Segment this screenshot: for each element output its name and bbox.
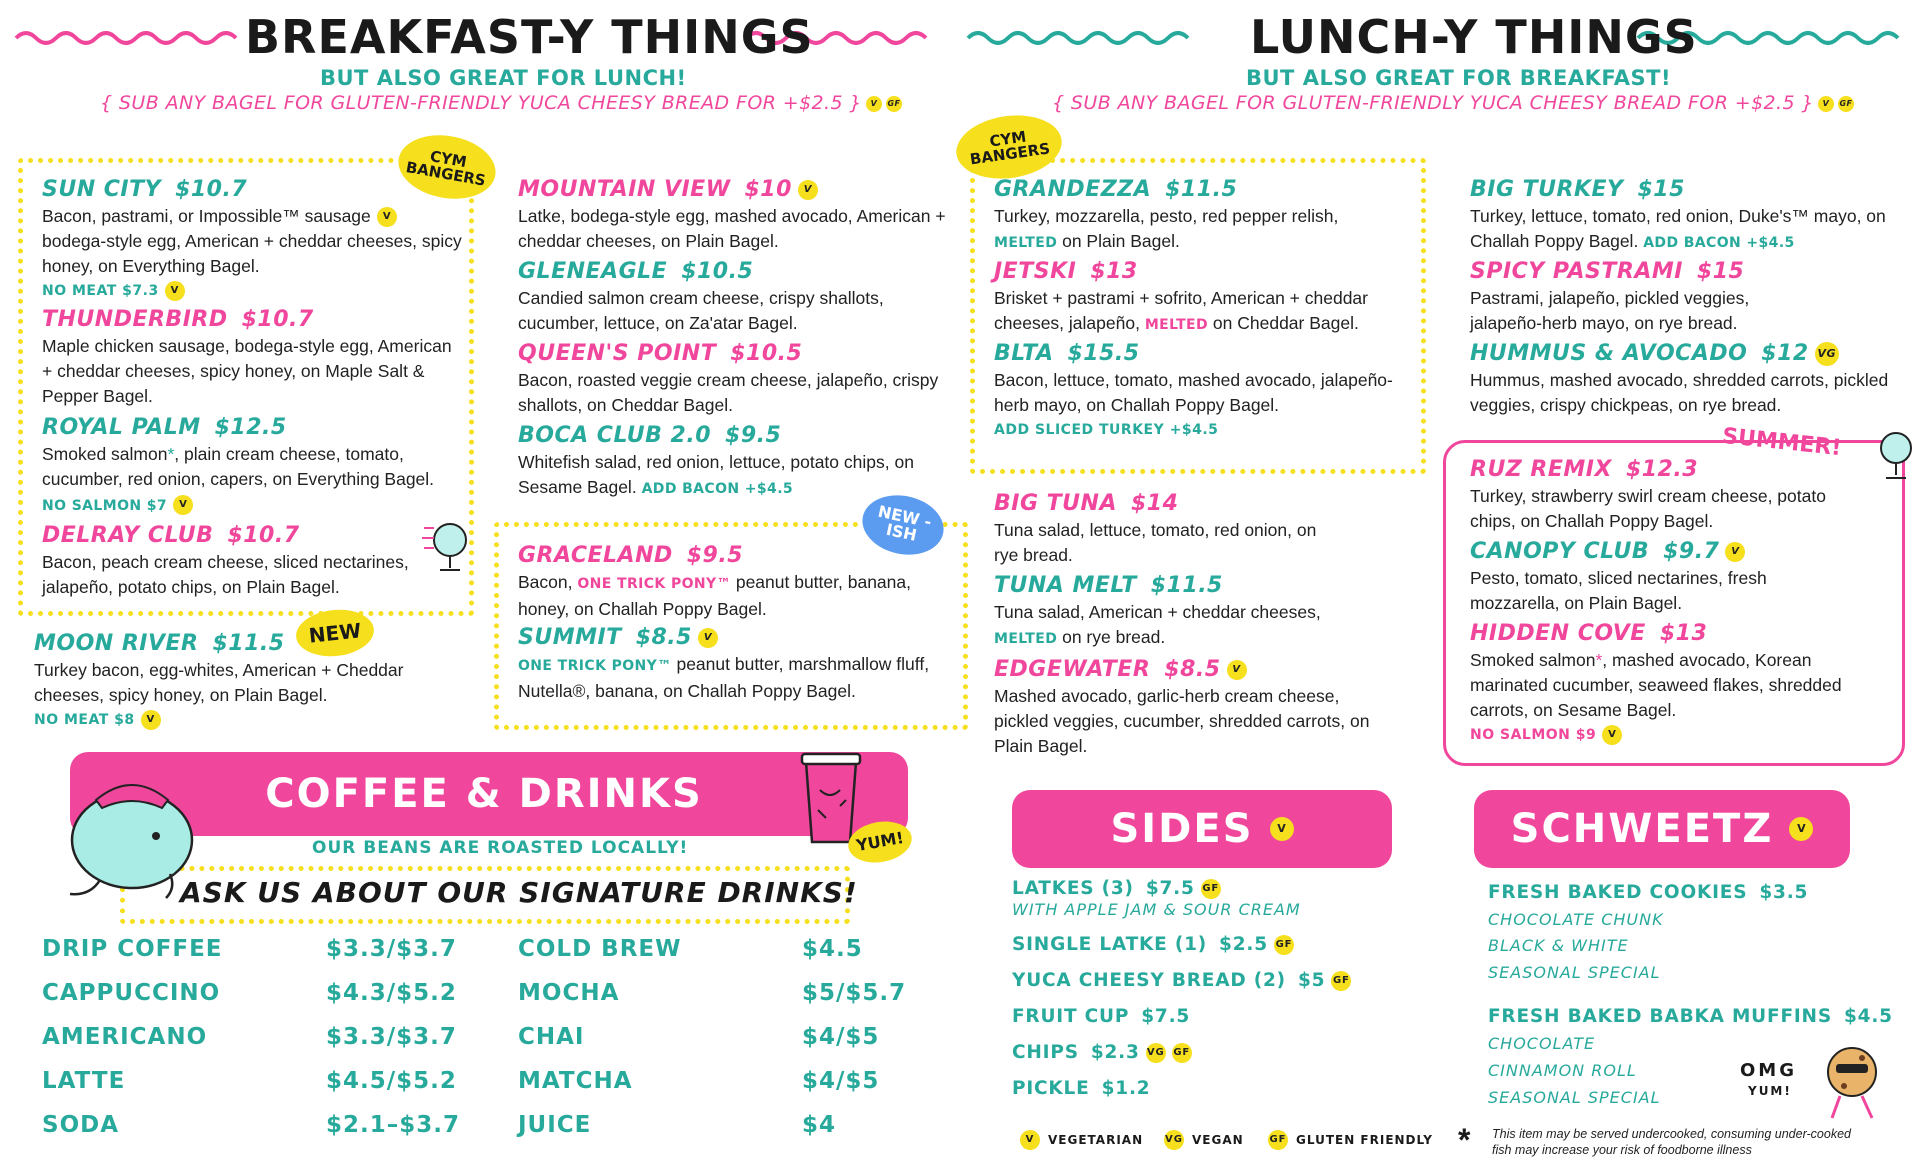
item-desc-row [42, 204, 512, 229]
item-price: $14 [1130, 491, 1179, 516]
drink-name: DRIP COFFEE [42, 936, 223, 962]
item-name: EDGEWATER [994, 657, 1151, 682]
item-note: NO MEAT $8 [34, 712, 135, 728]
gluten-friendly-icon: GF [886, 96, 902, 112]
sweet-price: $4.5 [1843, 1006, 1893, 1027]
item-desc-2: on Plain Bagel. [1057, 231, 1180, 251]
item-name: SUN CITY [42, 177, 162, 202]
item-name: JETSKI [994, 259, 1077, 284]
item-name: SUMMIT [518, 625, 622, 650]
new-ish-badge: NEW -ISH [857, 488, 949, 562]
side-price: $7.5 [1141, 1006, 1191, 1027]
item-desc-row [994, 229, 1414, 256]
item-note: NO MEAT $7.3 [42, 283, 159, 299]
item-name: GLENEAGLE [518, 259, 668, 284]
drink-price: $3.3/$3.7 [326, 1024, 457, 1050]
side-name: CHIPS [1012, 1042, 1079, 1063]
gluten-friendly-icon: GF [1172, 1043, 1192, 1063]
item-price: $11.5 [212, 631, 285, 656]
summer-badge: SUMMER! [1721, 423, 1843, 462]
item-price: $12.3 [1625, 457, 1699, 482]
vegan-icon: VG [1164, 1130, 1184, 1150]
side-item [1012, 1078, 1150, 1099]
item-desc-2: bodega-style egg, American + cheddar cheeses, spicy honey, on Everything Bagel. [42, 231, 462, 276]
item-name: DELRAY CLUB [42, 523, 214, 548]
lunch-sub-note-row [1052, 92, 1854, 114]
item-price: $9.5 [725, 423, 782, 448]
menu-item-gleneagle [518, 258, 958, 336]
breakfast-title: BREAKFAST-Y THINGS [245, 10, 814, 64]
gluten-friendly-icon: GF [1838, 96, 1854, 112]
item-title-row [518, 176, 958, 204]
item-desc: Latke, bodega-style egg, mashed avocado, American + cheddar cheeses, on Plain Bagel. [518, 206, 946, 251]
drink-name: AMERICANO [42, 1024, 208, 1050]
item-price: $12.5 [214, 415, 287, 440]
item-title-row [34, 630, 454, 658]
item-title-row [42, 414, 442, 442]
vegetarian-icon: V [1020, 1130, 1040, 1150]
item-price: $11.5 [1165, 177, 1238, 202]
melted-label: MELTED [994, 631, 1058, 647]
item-price: $10.5 [681, 259, 754, 284]
item-price: $10.7 [227, 523, 300, 548]
sweet-flavor: CHOCOLATE [1488, 1034, 1596, 1053]
side-name: FRUIT CUP [1012, 1006, 1130, 1027]
drink-name: COLD BREW [518, 936, 682, 962]
vegetarian-icon: V [798, 180, 818, 200]
drink-price: $4 [802, 1112, 837, 1138]
item-price: $12 [1761, 341, 1809, 366]
vegetarian-icon: V [1725, 542, 1745, 562]
item-name: BIG TUNA [994, 491, 1117, 516]
item-desc-b: peanut butter, marshmallow fluff, Nutella®, banana, on Challah Poppy Bagel. [518, 654, 930, 701]
menu-item-ruz-remix [1470, 456, 1830, 534]
sweets-banner [1474, 790, 1850, 868]
lunch-title: LUNCH-Y THINGS [1250, 10, 1698, 64]
item-title-row [518, 258, 958, 286]
menu-item-graceland [518, 542, 958, 622]
vegetarian-icon: V [1818, 96, 1834, 112]
item-desc: Turkey, strawberry swirl cream cheese, potato chips, on Challah Poppy Bagel. [1470, 486, 1826, 531]
item-name: ROYAL PALM [42, 415, 201, 440]
item-desc-row [994, 625, 1414, 652]
item-note-row [34, 708, 454, 732]
item-title-row [994, 258, 1414, 286]
item-desc-2: on Cheddar Bagel. [1208, 313, 1359, 333]
item-name: THUNDERBIRD [42, 307, 228, 332]
drink-price: $4.5/$5.2 [326, 1068, 457, 1094]
sweet-flavor: SEASONAL SPECIAL [1488, 1088, 1661, 1107]
drink-price: $4.3/$5.2 [326, 980, 457, 1006]
gluten-friendly-icon: GF [1201, 879, 1221, 899]
item-desc-row [42, 442, 442, 519]
item-desc-row [518, 450, 958, 502]
drink-name: CAPPUCCINO [42, 980, 221, 1006]
side-price: $7.5 [1145, 878, 1195, 899]
lunch-sub-note: { SUB ANY BAGEL FOR GLUTEN-FRIENDLY YUCA CHEESY BREAD FOR +$2.5 } [1052, 92, 1814, 114]
vegetarian-icon: V [165, 281, 185, 301]
item-name: GRACELAND [518, 543, 673, 568]
vegetarian-icon: V [1789, 817, 1813, 841]
menu-item-tuna-melt [994, 572, 1414, 652]
melted-label: MELTED [1144, 317, 1209, 333]
item-price: $8.5 [635, 625, 692, 650]
item-name: QUEEN'S POINT [518, 341, 717, 366]
item-desc-row [518, 652, 958, 704]
drink-name: JUICE [518, 1112, 592, 1138]
signature-drinks-text: ASK US ABOUT OUR SIGNATURE DRINKS! [180, 876, 858, 909]
legend-label: VEGAN [1192, 1133, 1244, 1147]
item-title-row [518, 624, 958, 652]
legend-vegan [1164, 1130, 1244, 1150]
lunch-subtitle: BUT ALSO GREAT FOR BREAKFAST! [1246, 66, 1672, 90]
one-trick-pony-label: ONE TRICK PONY™ [518, 658, 672, 674]
vegetarian-icon: V [141, 710, 161, 730]
vegan-icon: VG [1815, 342, 1839, 366]
gluten-friendly-icon: GF [1331, 971, 1351, 991]
side-price: $2.3 [1090, 1042, 1140, 1063]
item-name: HIDDEN COVE [1470, 621, 1646, 646]
item-title-row [1470, 176, 1900, 204]
item-desc-b: , mashed avocado, Korean marinated cucumber, seaweed flakes, shredded carrots, on Sesame Bagel. [1470, 650, 1842, 720]
breakfast-sub-note-row [100, 92, 902, 114]
item-desc: Brisket + pastrami + sofrito, American + cheddar cheeses, jalapeño, [994, 288, 1368, 333]
menu-item-sun-city [42, 176, 512, 303]
sweet-flavor: BLACK & WHITE [1488, 936, 1629, 955]
item-price: $13 [1659, 621, 1708, 646]
cym-bangers-badge: CYM BANGERS [393, 128, 500, 206]
item-price: $8.5 [1164, 657, 1221, 682]
vegetarian-icon: V [173, 495, 193, 515]
sweet-price: $3.5 [1759, 882, 1809, 903]
item-price: $15 [1637, 177, 1685, 202]
sweet-flavor: CINNAMON ROLL [1488, 1061, 1637, 1080]
drink-price: $5/$5.7 [802, 980, 907, 1006]
menu-item-hidden-cove [1470, 620, 1870, 747]
sweet-name: FRESH BAKED COOKIES [1488, 882, 1748, 903]
item-name: HUMMUS & AVOCADO [1470, 341, 1748, 366]
menu-item-blta [994, 340, 1414, 442]
drink-name: SODA [42, 1112, 120, 1138]
item-title-row [994, 340, 1414, 368]
item-desc-row [994, 286, 1414, 338]
item-desc: Tuna salad, lettuce, tomato, red onion, on rye bread. [994, 520, 1317, 565]
item-desc: Mashed avocado, garlic-herb cream cheese, pickled veggies, cucumber, shredded carrots, on Plain Bagel. [994, 686, 1370, 756]
vegetarian-icon: V [1602, 725, 1622, 745]
item-desc-b: peanut butter, banana, honey, on Challah Poppy Bagel. [518, 572, 911, 619]
legend-label: GLUTEN FRIENDLY [1296, 1133, 1433, 1147]
sweet-item-cookies [1488, 882, 1808, 903]
drink-name: CHAI [518, 1024, 585, 1050]
menu-item-royal-palm [42, 414, 442, 519]
legend-label: VEGETARIAN [1048, 1133, 1144, 1147]
item-price: $10 [744, 177, 792, 202]
coffee-subtitle: OUR BEANS ARE ROASTED LOCALLY! [312, 838, 689, 858]
menu-item-boca-club [518, 422, 958, 502]
item-note: ADD SLICED TURKEY +$4.5 [994, 422, 1219, 438]
item-name: TUNA MELT [994, 573, 1137, 598]
menu-item-big-turkey [1470, 176, 1900, 256]
item-name: BOCA CLUB 2.0 [518, 423, 712, 448]
side-item [1012, 878, 1221, 899]
drink-price: $2.1–$3.7 [326, 1112, 460, 1138]
legend-gluten-friendly [1268, 1130, 1433, 1150]
item-desc: Tuna salad, American + cheddar cheeses, [994, 602, 1321, 622]
item-title-row [994, 490, 1394, 518]
item-desc: Maple chicken sausage, bodega-style egg, American + cheddar cheeses, spicy honey, on Maple Salt & Pepper Bagel. [42, 336, 452, 406]
drink-name: MATCHA [518, 1068, 633, 1094]
raw-asterisk: * [167, 444, 175, 464]
vegetarian-icon: V [698, 628, 718, 648]
item-add: ADD BACON +$4.5 [1643, 235, 1795, 251]
side-item [1012, 934, 1294, 955]
item-price: $15 [1696, 259, 1745, 284]
item-desc-row [1470, 648, 1870, 723]
item-note-row [42, 279, 512, 303]
item-title-row [518, 340, 958, 368]
menu-item-jetski [994, 258, 1414, 338]
drink-price: $4/$5 [802, 1024, 880, 1050]
item-price: $10.5 [730, 341, 803, 366]
menu-item-grandezza [994, 176, 1414, 256]
drink-price: $4/$5 [802, 1068, 880, 1094]
item-name: RUZ REMIX [1470, 457, 1612, 482]
item-desc: Pesto, tomato, sliced nectarines, fresh mozzarella, on Plain Bagel. [1470, 568, 1767, 613]
item-name: CANOPY CLUB [1470, 539, 1650, 564]
yum-badge: YUM! [845, 817, 915, 868]
sweet-name: FRESH BAKED BABKA MUFFINS [1488, 1006, 1832, 1027]
item-title-row [1470, 538, 1790, 566]
item-desc: Turkey bacon, egg-whites, American + Cheddar cheeses, spicy honey, on Plain Bagel. [34, 660, 404, 705]
asterisk-icon: * [1458, 1122, 1471, 1158]
item-desc-row [518, 570, 958, 622]
item-add: ADD BACON +$4.5 [641, 481, 794, 497]
item-title-row [42, 176, 512, 204]
gluten-friendly-icon: GF [1274, 935, 1294, 955]
item-title-row [42, 306, 462, 334]
vegetarian-icon: V [866, 96, 882, 112]
omg-text: OMG [1740, 1060, 1797, 1081]
vegan-icon: VG [1146, 1043, 1166, 1063]
item-desc: Turkey, lettuce, tomato, red onion, Duke's™ mayo, on Challah Poppy Bagel. [1470, 206, 1886, 251]
side-price: $5 [1297, 970, 1326, 991]
item-desc-a: Smoked salmon [1470, 650, 1596, 670]
menu-item-big-tuna [994, 490, 1394, 568]
item-title-row [518, 422, 958, 450]
gluten-friendly-icon: GF [1268, 1130, 1288, 1150]
item-name: BIG TURKEY [1470, 177, 1624, 202]
fan-icon [1872, 426, 1916, 486]
disclaimer [1492, 1126, 1851, 1158]
item-price: $11.5 [1150, 573, 1223, 598]
item-price: $9.5 [686, 543, 744, 568]
item-desc: Bacon, peach cream cheese, sliced nectarines, jalapeño, potato chips, on Plain Bagel. [42, 552, 409, 597]
item-desc-2: on rye bread. [1057, 627, 1166, 647]
one-trick-pony-label: ONE TRICK PONY™ [577, 576, 731, 592]
sweets-title: SCHWEETZ [1510, 806, 1774, 852]
cookie-icon [1816, 1040, 1886, 1120]
item-note: NO SALMON $9 [1470, 727, 1597, 743]
side-price: $2.5 [1219, 934, 1268, 955]
raw-asterisk: * [1595, 650, 1603, 670]
item-note-row [1470, 723, 1870, 747]
item-desc: Bacon, pastrami, or Impossible™ sausage [42, 206, 371, 226]
manatee-icon [60, 770, 200, 900]
breakfast-subtitle: BUT ALSO GREAT FOR LUNCH! [320, 66, 687, 90]
drink-price: $3.3/$3.7 [326, 936, 457, 962]
sides-banner [1012, 790, 1392, 868]
breakfast-sub-note: { SUB ANY BAGEL FOR GLUTEN-FRIENDLY YUCA CHEESY BREAD FOR +$2.5 } [100, 92, 862, 114]
omg-yum-text: YUM! [1748, 1084, 1792, 1098]
sweet-flavor: CHOCOLATE CHUNK [1488, 910, 1664, 929]
item-title-row [518, 542, 958, 570]
side-name: PICKLE [1012, 1078, 1090, 1099]
item-title-row [994, 656, 1394, 684]
item-desc: Bacon, lettuce, tomato, mashed avocado, jalapeño-herb mayo, on Challah Poppy Bagel. [994, 370, 1393, 415]
item-title-row [1470, 620, 1870, 648]
menu-item-mountain-view [518, 176, 958, 254]
vegetarian-icon: V [377, 207, 397, 227]
item-title-row [994, 176, 1414, 204]
melted-label: MELTED [994, 235, 1058, 251]
item-desc: Candied salmon cream cheese, crispy shallots, cucumber, lettuce, on Za'atar Bagel. [518, 288, 884, 333]
vegetarian-icon: V [1227, 660, 1247, 680]
item-name: SPICY PASTRAMI [1470, 259, 1683, 284]
menu-item-spicy-pastrami [1470, 258, 1800, 336]
sweet-item-muffins [1488, 1006, 1893, 1027]
item-desc: Hummus, mashed avocado, shredded carrots, pickled veggies, crispy chickpeas, on rye bread. [1470, 370, 1889, 415]
drink-name: MOCHA [518, 980, 620, 1006]
menu-item-delray-club [42, 522, 472, 600]
item-desc: Turkey, mozzarella, pesto, red pepper relish, [994, 206, 1339, 226]
item-price: $9.7 [1663, 539, 1720, 564]
menu-item-hummus-avocado [1470, 340, 1900, 418]
item-title-row [1470, 340, 1900, 368]
side-item [1012, 970, 1351, 991]
item-price: $10.7 [241, 307, 314, 332]
menu-item-thunderbird [42, 306, 462, 409]
item-title-row [994, 572, 1414, 600]
item-name: MOUNTAIN VIEW [518, 177, 731, 202]
coffee-title: COFFEE & DRINKS [265, 771, 703, 817]
item-desc-a: Bacon, [518, 572, 578, 592]
item-name: GRANDEZZA [994, 177, 1152, 202]
side-item [1012, 1042, 1192, 1063]
vegetarian-icon: V [1270, 817, 1294, 841]
item-desc: Pastrami, jalapeño, pickled veggies, jalapeño-herb mayo, on rye bread. [1470, 288, 1750, 333]
side-name: SINGLE LATKE (1) [1012, 934, 1208, 955]
item-desc-b: , plain cream cheese, tomato, cucumber, red onion, capers, on Everything Bagel. [42, 444, 435, 489]
item-title-row [42, 522, 472, 550]
side-sub: WITH APPLE JAM & SOUR CREAM [1012, 900, 1301, 919]
menu-item-queens-point [518, 340, 958, 418]
side-name: YUCA CHEESY BREAD (2) [1012, 970, 1286, 991]
side-price: $1.2 [1101, 1078, 1151, 1099]
item-desc: Bacon, roasted veggie cream cheese, jalapeño, crispy shallots, on Cheddar Bagel. [518, 370, 939, 415]
menu-item-canopy-club [1470, 538, 1790, 616]
side-item [1012, 1006, 1190, 1027]
item-price: $10.7 [175, 177, 248, 202]
disclaimer-line-2: fish may increase your risk of foodborne illness [1492, 1143, 1752, 1157]
menu-item-summit [518, 624, 958, 704]
menu-item-edgewater [994, 656, 1394, 759]
legend-vegetarian [1020, 1130, 1143, 1150]
cym-bangers-badge-lunch: CYM BANGERS [952, 109, 1066, 185]
item-price: $15.5 [1067, 341, 1140, 366]
item-desc-a: Smoked salmon [42, 444, 168, 464]
item-name: BLTA [994, 341, 1054, 366]
item-title-row [1470, 456, 1830, 484]
item-note: NO SALMON $7 [42, 498, 168, 514]
sides-title: SIDES [1110, 806, 1254, 852]
new-badge: NEW [294, 606, 376, 660]
side-name: LATKES (3) [1012, 878, 1134, 899]
sweet-flavor: SEASONAL SPECIAL [1488, 963, 1661, 982]
drink-name: LATTE [42, 1068, 126, 1094]
item-desc: Whitefish salad, red onion, lettuce, potato chips, on Sesame Bagel. [518, 452, 914, 497]
item-desc-row [1470, 204, 1900, 256]
disclaimer-line-1: This item may be served undercooked, consuming under-cooked [1492, 1127, 1851, 1141]
item-price: $13 [1090, 259, 1138, 284]
item-name: MOON RIVER [34, 631, 199, 656]
item-title-row [1470, 258, 1800, 286]
menu-item-moon-river [34, 630, 454, 732]
drink-price: $4.5 [802, 936, 863, 962]
